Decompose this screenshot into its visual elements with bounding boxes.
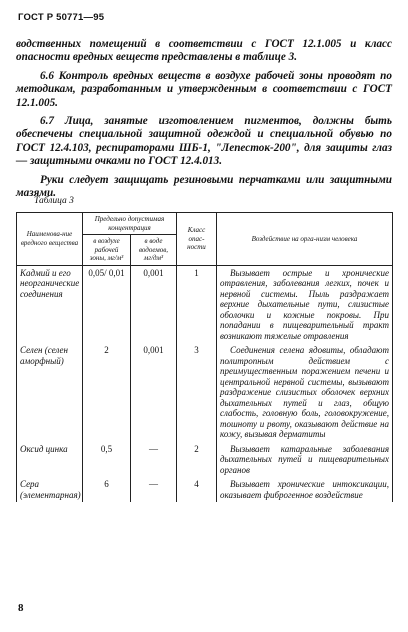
document-header: ГОСТ Р 50771—95 — [18, 12, 105, 23]
substance-name: Сера (элементарная) — [17, 477, 83, 502]
pdk-air-value: 0,05/ 0,01 — [83, 265, 131, 343]
hazard-class-value: 4 — [177, 477, 217, 502]
table-row — [17, 265, 393, 343]
table-caption: Таблица 3 — [34, 196, 74, 206]
table-row — [17, 442, 393, 478]
hazard-class-value: 2 — [177, 442, 217, 478]
paragraph: 6.7 Лица, занятые изготовлением пигментов, должны быть обеспечены специальной защитной одеждой и специальной обувью по ГОСТ 12.4.103, респираторами ШБ-1, "Лепесток-200", для защиты глаз — защитными очками по ГОСТ 12.4.013. — [16, 115, 392, 168]
substance-name: Оксид цинка — [17, 442, 83, 478]
pdk-water-value: 0,001 — [131, 265, 177, 343]
pdk-air-value: 0,5 — [83, 442, 131, 478]
column-header-pdk-water: в воде водоемов, мг/дм³ — [131, 235, 177, 266]
column-header-pdk: Предельно допустимая концентрация — [83, 213, 177, 235]
column-header-pdk-air: в воздухе рабочей зоны, мг/м³ — [83, 235, 131, 266]
pdk-water-value: — — [131, 442, 177, 478]
hazard-table — [16, 212, 393, 502]
effect-text: Вызывает катаральные заболевания дыхательных путей и пищеварительных органов — [217, 442, 393, 478]
pdk-water-value: — — [131, 477, 177, 502]
pdk-air-value: 2 — [83, 343, 131, 442]
substance-name: Кадмий и его неорганические соединения — [17, 265, 83, 343]
paragraph: 6.6 Контроль вредных веществ в воздухе рабочей зоны проводят по методикам, разработанным и утвержденным в соответствии с ГОСТ 12.1.005. — [16, 69, 392, 109]
paragraph: водственных помещений в соответствии с ГОСТ 12.1.005 и класс опасности вредных веществ представлены в таблице 3. — [16, 38, 392, 64]
table-row — [17, 343, 393, 442]
body-text — [16, 38, 392, 205]
pdk-air-value: 6 — [83, 477, 131, 502]
effect-text: Соединения селена ядовиты, обладают политропным действием с преимущественным поражением печени и центральной нервной системы, вызывают раздражение слизистых оболочек верхних дыхательных путей и глаз, общую слабость, головную боль, головокружение, тошноту и рвоту, оказывают действие на кожу, вызывая дерматиты — [217, 343, 393, 442]
hazard-class-value: 1 — [177, 265, 217, 343]
effect-text: Вызывает острые и хронические отравления, заболевания легких, почек и нервной системы. Пыль раздражает верхние дыхательные пути, слизистые оболочки и кожные покровы. При попадании в пищеварительный тракт возникают тяжелые отравления — [217, 265, 393, 343]
column-header-effect: Воздействие на орга-низм человека — [217, 213, 393, 266]
column-header-class: Класс опас-ности — [177, 213, 217, 266]
paragraph: Руки следует защищать резиновыми перчатками или защитными мазями. — [16, 173, 392, 200]
substance-name: Селен (селен аморфный) — [17, 343, 83, 442]
column-header-name: Наименова-ние вредного вещества — [17, 213, 83, 266]
page-number: 8 — [18, 602, 24, 614]
pdk-water-value: 0,001 — [131, 343, 177, 442]
effect-text: Вызывает хронические интоксикации, оказывает фиброгенное воздействие — [217, 477, 393, 502]
hazard-class-value: 3 — [177, 343, 217, 442]
table-row — [17, 477, 393, 502]
